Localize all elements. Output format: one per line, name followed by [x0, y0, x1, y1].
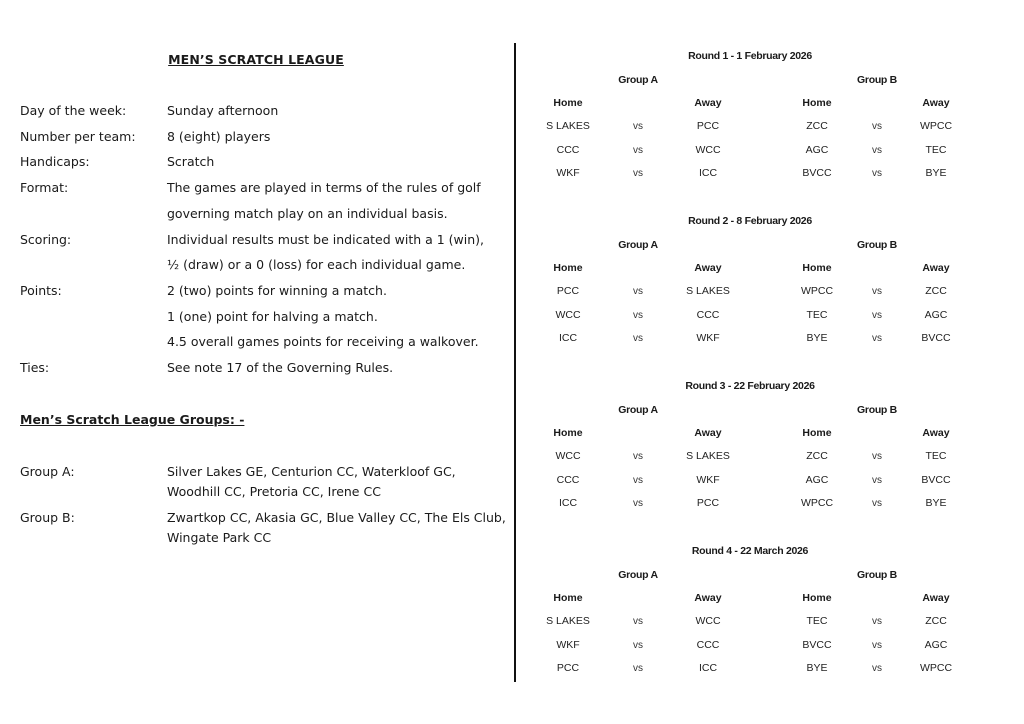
home-team: PCC — [556, 285, 580, 297]
away-header: Away — [694, 97, 722, 109]
detail-row — [20, 355, 500, 381]
away-header: Away — [922, 262, 950, 274]
home-header: Home — [553, 427, 583, 439]
round-title: Round 2 - 8 February 2026 — [688, 215, 812, 227]
group-b-label: Group B — [857, 404, 897, 416]
round-title: Round 3 - 22 February 2026 — [685, 380, 815, 392]
vs-label: vs — [872, 498, 882, 509]
away-team: TEC — [925, 144, 947, 156]
vs-label: vs — [872, 640, 882, 651]
detail-value: The games are played in terms of the rules of golf — [167, 180, 481, 196]
home-header: Home — [553, 592, 583, 604]
away-team: WCC — [695, 144, 721, 156]
group-clubs: Silver Lakes GE, Centurion CC, Waterkloof GC, — [167, 464, 456, 479]
round-title: Round 4 - 22 March 2026 — [691, 545, 809, 557]
detail-value: Sunday afternoon — [167, 103, 279, 118]
vs-label: vs — [633, 498, 643, 509]
home-header: Home — [553, 262, 583, 274]
home-header: Home — [802, 262, 832, 274]
home-team: AGC — [805, 474, 829, 486]
vs-label: vs — [872, 616, 882, 627]
detail-label: Number per team: — [20, 128, 136, 144]
group-a-label: Group A — [618, 239, 658, 251]
home-team: ICC — [558, 497, 578, 509]
detail-value: Scratch — [167, 154, 215, 170]
home-team: PCC — [556, 662, 580, 674]
vs-label: vs — [633, 286, 643, 297]
detail-row — [20, 124, 500, 150]
detail-label: Day of the week: — [20, 103, 127, 118]
vs-label: vs — [633, 616, 643, 627]
group-row — [20, 508, 506, 548]
group-label: Group A: — [20, 464, 75, 479]
detail-row — [20, 98, 500, 124]
vs-label: vs — [872, 663, 882, 674]
vs-label: vs — [633, 310, 643, 321]
away-team: PCC — [696, 497, 720, 509]
home-header: Home — [802, 592, 832, 604]
away-team: ZCC — [925, 615, 947, 627]
vs-label: vs — [872, 145, 882, 156]
round-title: Round 1 - 1 February 2026 — [688, 50, 812, 62]
page-title: MEN’S SCRATCH LEAGUE — [168, 52, 344, 67]
vs-label: vs — [872, 333, 882, 344]
home-team: WPCC — [800, 497, 834, 509]
home-header: Home — [802, 97, 832, 109]
home-team: AGC — [805, 144, 829, 156]
vs-label: vs — [872, 121, 882, 132]
home-team: TEC — [806, 615, 828, 627]
away-team: CCC — [696, 309, 720, 321]
detail-row — [20, 227, 500, 278]
away-team: WPCC — [919, 662, 953, 674]
vs-label: vs — [633, 145, 643, 156]
detail-value: 4.5 overall games points for receiving a walkover. — [167, 334, 479, 350]
round-block — [520, 41, 980, 201]
round-block — [520, 536, 980, 696]
detail-value: See note 17 of the Governing Rules. — [167, 360, 394, 375]
away-team: WPCC — [919, 120, 953, 132]
home-team: BVCC — [802, 639, 832, 651]
away-header: Away — [922, 427, 950, 439]
home-team: WCC — [555, 309, 581, 321]
vs-label: vs — [872, 310, 882, 321]
group-b-label: Group B — [857, 239, 897, 251]
vs-label: vs — [872, 286, 882, 297]
home-team: CCC — [556, 474, 580, 486]
away-team: BVCC — [921, 332, 951, 344]
round-block — [520, 206, 980, 366]
away-team: ICC — [698, 167, 718, 179]
away-team: TEC — [925, 450, 947, 462]
away-header: Away — [922, 97, 950, 109]
detail-row — [20, 149, 500, 175]
groups-heading: Men’s Scratch League Groups: - — [20, 412, 245, 427]
away-header: Away — [694, 262, 722, 274]
vs-label: vs — [633, 168, 643, 179]
detail-value: 2 (two) points for winning a match. — [167, 282, 387, 298]
away-team: PCC — [696, 120, 720, 132]
home-header: Home — [802, 427, 832, 439]
away-team: CCC — [696, 639, 720, 651]
home-team: BVCC — [802, 167, 832, 179]
detail-value: 1 (one) point for halving a match. — [167, 308, 378, 324]
home-team: S LAKES — [546, 615, 590, 627]
away-team: BVCC — [921, 474, 951, 486]
away-header: Away — [694, 427, 722, 439]
detail-value: 8 (eight) players — [167, 128, 271, 144]
group-a-label: Group A — [618, 404, 658, 416]
home-team: WKF — [556, 639, 580, 651]
vs-label: vs — [872, 475, 882, 486]
detail-value: ½ (draw) or a 0 (loss) for each individual game. — [167, 257, 466, 273]
away-header: Away — [922, 592, 950, 604]
group-clubs: Zwartkop CC, Akasia GC, Blue Valley CC, The Els Club, — [167, 510, 506, 525]
away-team: ICC — [698, 662, 718, 674]
vs-label: vs — [633, 333, 643, 344]
vs-label: vs — [633, 451, 643, 462]
group-label: Group B: — [20, 510, 75, 525]
detail-label: Handicaps: — [20, 154, 90, 170]
detail-value: governing match play on an individual basis. — [167, 205, 448, 221]
detail-row — [20, 175, 500, 226]
home-team: WCC — [555, 450, 581, 462]
home-team: CCC — [556, 144, 580, 156]
fixtures-panel — [520, 0, 1000, 724]
away-team: BYE — [925, 167, 947, 179]
vs-label: vs — [633, 475, 643, 486]
column-divider — [514, 43, 516, 682]
away-team: WCC — [695, 615, 721, 627]
home-team: ZCC — [806, 120, 828, 132]
away-team: S LAKES — [686, 285, 730, 297]
home-team: ICC — [558, 332, 578, 344]
detail-label: Points: — [20, 282, 62, 298]
away-team: WKF — [696, 332, 720, 344]
group-a-label: Group A — [618, 74, 658, 86]
group-clubs: Woodhill CC, Pretoria CC, Irene CC — [167, 484, 381, 499]
away-team: BYE — [925, 497, 947, 509]
detail-row — [20, 278, 500, 355]
round-block — [520, 371, 980, 531]
group-b-label: Group B — [857, 74, 897, 86]
detail-label: Scoring: — [20, 231, 72, 247]
home-team: WPCC — [800, 285, 834, 297]
home-team: S LAKES — [546, 120, 590, 132]
detail-value: Individual results must be indicated with a 1 (win), — [167, 231, 485, 247]
home-team: ZCC — [806, 450, 828, 462]
away-header: Away — [694, 592, 722, 604]
away-team: AGC — [924, 309, 948, 321]
group-b-label: Group B — [857, 569, 897, 581]
vs-label: vs — [633, 121, 643, 132]
detail-label: Format: — [20, 180, 69, 196]
vs-label: vs — [633, 663, 643, 674]
home-team: WKF — [556, 167, 580, 179]
vs-label: vs — [633, 640, 643, 651]
vs-label: vs — [872, 451, 882, 462]
away-team: ZCC — [925, 285, 947, 297]
group-a-label: Group A — [618, 569, 658, 581]
group-row — [20, 462, 500, 502]
home-team: BYE — [806, 332, 828, 344]
away-team: WKF — [696, 474, 720, 486]
away-team: S LAKES — [686, 450, 730, 462]
detail-label: Ties: — [20, 360, 50, 375]
vs-label: vs — [872, 168, 882, 179]
home-team: BYE — [806, 662, 828, 674]
away-team: AGC — [924, 639, 948, 651]
home-header: Home — [553, 97, 583, 109]
group-clubs: Wingate Park CC — [167, 530, 272, 545]
home-team: TEC — [806, 309, 828, 321]
